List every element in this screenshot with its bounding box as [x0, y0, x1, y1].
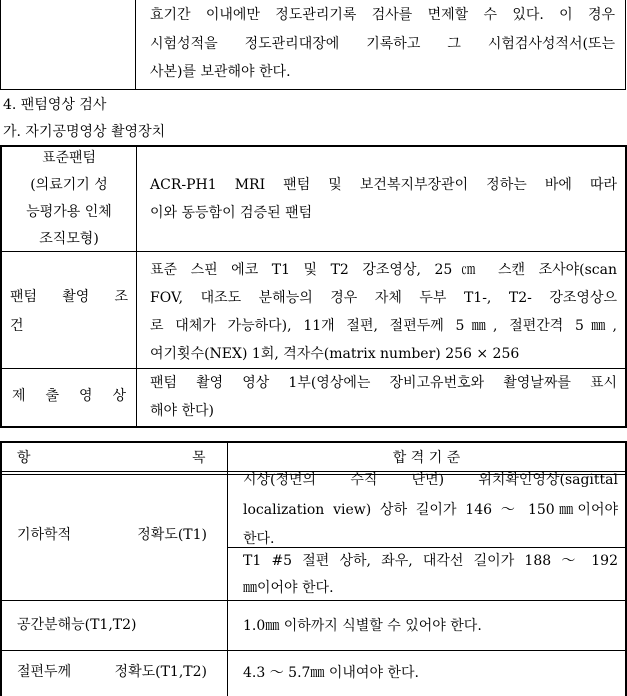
spec-row-3-content-line-1: 팬텀 촬영 영상 1부(영상에는 장비고유번호와 촬영날짜를 표시 — [150, 375, 617, 391]
spec-table-border-top — [0, 145, 627, 147]
spec-table-row-divider-2 — [0, 368, 627, 369]
criteria-table-border-left — [0, 441, 2, 696]
criteria-row-1-subdivider — [227, 547, 627, 548]
spec-row-2-content-line-3: 로 대체가 가능하다), 11개 절편, 절편두께 5㎜, 절편간격 5㎜, — [150, 318, 617, 334]
criteria-row-1-a-line-2: localization view) 상하 길이가 146 ～ 150㎜이어야 — [243, 502, 618, 518]
criteria-row-2-item: 공간분해능(T1,T2) — [17, 617, 137, 633]
spec-row-1-label-line-1: 표준팬텀 — [41, 150, 97, 166]
criteria-row-1-item: 기하학적 정확도(T1) — [17, 527, 207, 543]
criteria-row-2-criteria: 1.0㎜ 이하까지 식별할 수 있어야 한다. — [243, 618, 482, 634]
spec-row-3-label: 제 출 영 상 — [12, 388, 126, 404]
criteria-header-criteria: 합 격 기 준 — [392, 450, 461, 466]
criteria-header-item-right: 목 — [192, 450, 206, 466]
top-table-line-2: 시험성적을 정도관리대장에 기록하고 그 시험검사성적서(또는 — [150, 36, 615, 52]
criteria-row-3-item: 절편두께 정확도(T1,T2) — [17, 664, 207, 680]
section-heading: 4. 팬텀영상 검사 — [3, 97, 107, 113]
criteria-row-1-a-line-3: 한다. — [243, 531, 275, 547]
spec-row-2-content-line-2: FOV, 대조도 분해능의 경우 자체 두부 T1-, T2- 강조영상으 — [150, 290, 617, 306]
spec-table-row-divider-1 — [0, 251, 627, 252]
top-table-border-bottom — [0, 89, 626, 90]
spec-row-2-content-line-1: 표준 스핀 에코 T1 및 T2 강조영상, 25㎝ 스캔 조사야(scan — [150, 262, 617, 278]
spec-row-1-content-line-1: ACR-PH1 MRI 팬텀 및 보건복지부장관이 정하는 바에 따라 — [150, 177, 617, 193]
criteria-row-divider-1 — [0, 600, 627, 601]
top-table-border-left — [0, 0, 1, 90]
top-table-divider — [135, 0, 136, 90]
criteria-row-1-a-line-1: 시상(정면의 수직 단면) 위치확인영상(sagittal — [243, 472, 618, 488]
criteria-table-col-divider — [227, 441, 228, 696]
top-table-border-right — [625, 0, 626, 90]
criteria-table-border-top — [0, 441, 627, 443]
spec-table-border-bottom — [0, 426, 627, 428]
subsection-heading: 가. 자기공명영상 촬영장치 — [3, 124, 166, 140]
criteria-header-item-left: 항 — [17, 450, 31, 466]
spec-row-1-label-line-4: 조직모형) — [39, 231, 99, 247]
criteria-row-divider-2 — [0, 650, 627, 651]
top-table-line-1: 효기간 이내에만 정도관리기록 검사를 면제할 수 있다. 이 경우 — [150, 7, 615, 23]
criteria-row-1-b-line-1: T1 #5 절편 상하, 좌우, 대각선 길이가 188 ～ 192 — [243, 553, 618, 569]
spec-row-3-content-line-2: 해야 한다) — [150, 403, 215, 419]
spec-row-1-content-line-2: 이와 동등함이 검증된 팬텀 — [150, 205, 313, 221]
spec-row-2-label-line-1: 팬텀 촬영 조 — [10, 289, 128, 305]
criteria-row-3-criteria: 4.3 ～ 5.7㎜ 이내여야 한다. — [243, 665, 419, 681]
spec-table-col-divider — [136, 145, 137, 428]
top-table-line-3: 사본)를 보관해야 한다. — [150, 64, 291, 80]
spec-row-2-label-line-2: 건 — [10, 318, 24, 334]
spec-row-2-content-line-4: 여기횟수(NEX) 1회, 격자수(matrix number) 256 × 256 — [150, 346, 520, 362]
criteria-row-1-b-line-2: ㎜이어야 한다. — [243, 580, 334, 596]
spec-row-1-label-line-3: 능평가용 인체 — [26, 204, 112, 220]
spec-row-1-label-line-2: (의료기기 성 — [30, 177, 108, 193]
